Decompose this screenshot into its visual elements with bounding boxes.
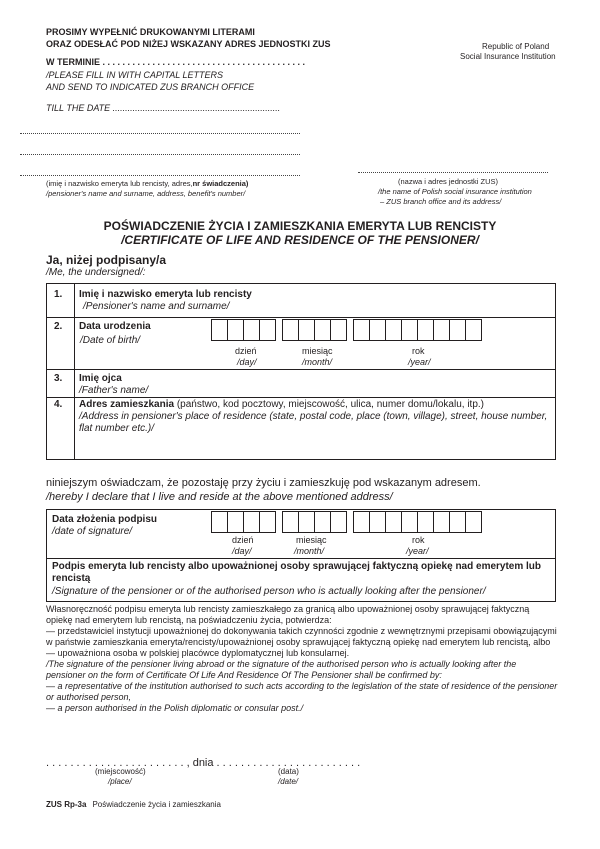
signature-date-label-pl: Data złożenia podpisu [52, 514, 158, 525]
signature-table-divider [46, 558, 556, 559]
note-en-1: /The signature of the pensioner living abroad or the signature of the authorised person who is actually looking after the pensioner on the form of Certificate Of Life And Residence Of The Pensioner shall be confirmed by: [46, 659, 517, 680]
birth-day-label-en: /day/ [237, 357, 257, 367]
zus-office-address-line[interactable] [358, 172, 548, 173]
row-4-label-pl-rest: (państwo, kod pocztowy, miejscowość, ulica, numer domu/lokalu, itp.) [174, 399, 485, 410]
place-date-line[interactable]: . . . . . . . . . . . . . . . . . . . . . . . , dnia . . . . . . . . . . . . . . . . . . . . . . . . [46, 757, 361, 769]
note-en-3: — a person authorised in the Polish diplomatic or consular post./ [46, 703, 304, 713]
signature-date-cells [211, 511, 481, 533]
birth-year-label-en: /year/ [408, 357, 431, 367]
sig-month-label-pl: miesiąc [296, 535, 327, 545]
table-row-divider-3 [46, 397, 556, 398]
sig-year-label-pl: rok [412, 535, 425, 545]
sig-year-cell-7[interactable] [449, 511, 466, 533]
form-code: ZUS Rp-3a [46, 800, 87, 809]
birth-year-cell-1[interactable] [353, 319, 370, 341]
pensioner-address-line-3[interactable] [20, 175, 300, 176]
birth-year-cell-6[interactable] [433, 319, 450, 341]
caption-pl-bold-part: nr świadczenia) [192, 179, 249, 188]
table-number-column-divider [74, 283, 75, 460]
birth-date-cells [211, 319, 481, 341]
birth-year-cell-8[interactable] [465, 319, 482, 341]
birth-month-cell-1[interactable] [282, 319, 299, 341]
instruction-line-1-pl: PROSIMY WYPEŁNIĆ DRUKOWANYMI LITERAMI [46, 27, 255, 37]
birth-month-label-pl: miesiąc [302, 346, 333, 356]
org-name-line-1: Republic of Poland [482, 42, 550, 51]
form-footer [46, 800, 221, 810]
sig-day-cell-4[interactable] [259, 511, 276, 533]
birth-month-cell-4[interactable] [330, 319, 347, 341]
form-title-en: /CERTIFICATE OF LIFE AND RESIDENCE OF THE PENSIONER/ [121, 233, 479, 247]
signature-date-label-en: /date of signature/ [52, 526, 133, 537]
note-en-2: — a representative of the institution authorised to such acts according to the legislation of the state of residence of the pensioner or authorised person, [46, 681, 558, 702]
note-pl-3: — upoważniona osoba w polskiej placówce dyplomatycznej lub konsularnej. [46, 648, 350, 658]
date-caption-pl: (data) [278, 767, 299, 776]
birth-year-cell-7[interactable] [449, 319, 466, 341]
birth-day-cell-2[interactable] [227, 319, 244, 341]
sig-month-label-en: /month/ [294, 546, 325, 556]
birth-month-cell-3[interactable] [314, 319, 331, 341]
org-name-line-2: Social Insurance Institution [460, 52, 556, 61]
sig-day-cell-2[interactable] [227, 511, 244, 533]
pensioner-address-line-1[interactable] [20, 133, 300, 134]
deadline-pl: W TERMINIE . . . . . . . . . . . . . . . . . . . . . . . . . . . . . . . . . . . . . . . . . [46, 57, 306, 67]
place-caption-pl: (miejscowość) [95, 767, 146, 776]
sig-year-cell-2[interactable] [369, 511, 386, 533]
row-3-label-en: /Father's name/ [79, 385, 149, 396]
sig-year-cell-4[interactable] [401, 511, 418, 533]
row-4-number: 4. [54, 399, 63, 410]
table-row-divider-1 [46, 317, 556, 318]
place-caption-en: /place/ [108, 777, 132, 786]
zus-office-caption-en-1: /the name of Polish social insurance institution [378, 187, 532, 196]
birth-year-cell-5[interactable] [417, 319, 434, 341]
pensioner-address-caption-pl [46, 179, 248, 188]
note-pl-1: Własnoręczność podpisu emeryta lub rencisty zamieszkałego za granicą albo upoważnionej osoby sprawującej faktyczną opiekę nad emerytem lub rencistą, na poświadczeniu życia, potwierdza: [46, 604, 530, 625]
row-4-label-en: /Address in pensioner's place of residence (state, postal code, place (town, village), street, house number, flat number etc.)/ [79, 411, 548, 434]
notes-block [46, 604, 558, 714]
row-4-label-pl-bold: Adres zamieszkania [79, 399, 175, 410]
instruction-line-1-en: /PLEASE FILL IN WITH CAPITAL LETTERS [46, 70, 224, 80]
sig-month-cell-1[interactable] [282, 511, 299, 533]
row-4-label-pl [79, 399, 484, 411]
sig-month-cell-3[interactable] [314, 511, 331, 533]
zus-office-caption-pl: (nazwa i adres jednostki ZUS) [398, 177, 499, 186]
birth-year-cell-3[interactable] [385, 319, 402, 341]
birth-month-label-en: /month/ [302, 357, 333, 367]
sig-day-cell-1[interactable] [211, 511, 228, 533]
instruction-line-2-en: AND SEND TO INDICATED ZUS BRANCH OFFICE [46, 82, 255, 92]
sig-year-cell-6[interactable] [433, 511, 450, 533]
row-1-label-pl: Imię i nazwisko emeryta lub rencisty [79, 289, 252, 300]
form-title-pl: POŚWIADCZENIE ŻYCIA I ZAMIESZKANIA EMERYTA LUB RENCISTY [103, 219, 497, 233]
sig-day-cell-3[interactable] [243, 511, 260, 533]
signature-label-pl: Podpis emeryta lub rencisty albo upoważnionej osoby sprawującej faktyczną opiekę nad emerytem lub rencistą [52, 561, 542, 584]
birth-year-cell-2[interactable] [369, 319, 386, 341]
declaration-pl: niniejszym oświadczam, że pozostaję przy życiu i zamieszkuję pod wskazanym adresem. [46, 477, 481, 489]
row-3-number: 3. [54, 373, 63, 384]
form-name: Poświadczenie życia i zamieszkania [92, 800, 221, 809]
birth-day-cell-1[interactable] [211, 319, 228, 341]
undersigned-pl: Ja, niżej podpisany/a [46, 253, 167, 267]
sig-year-cell-1[interactable] [353, 511, 370, 533]
table-row-divider-2 [46, 369, 556, 370]
row-1-label-en: /Pensioner's name and surname/ [83, 301, 230, 312]
sig-day-label-pl: dzień [232, 535, 254, 545]
birth-month-cell-2[interactable] [298, 319, 315, 341]
pensioner-address-line-2[interactable] [20, 154, 300, 155]
undersigned-en: /Me, the undersigned/: [46, 267, 146, 278]
birth-day-cell-3[interactable] [243, 319, 260, 341]
row-1-number: 1. [54, 289, 63, 300]
sig-year-cell-5[interactable] [417, 511, 434, 533]
till-date-en: TILL THE DATE ................................................................... [46, 103, 281, 113]
sig-year-cell-8[interactable] [465, 511, 482, 533]
instruction-line-2-pl: ORAZ ODESŁAĆ POD NIŻEJ WSKAZANY ADRES JEDNOSTKI ZUS [46, 39, 331, 49]
date-caption-en: /date/ [278, 777, 299, 786]
sig-year-label-en: /year/ [406, 546, 429, 556]
sig-month-cell-2[interactable] [298, 511, 315, 533]
row-2-label-pl: Data urodzenia [79, 321, 151, 332]
declaration-en: /hereby I declare that I live and reside at the above mentioned address/ [46, 491, 393, 503]
pensioner-address-caption-en: /pensioner's name and surname, address, benefit's number/ [46, 189, 246, 198]
birth-year-label-pl: rok [412, 346, 425, 356]
sig-month-cell-4[interactable] [330, 511, 347, 533]
birth-day-cell-4[interactable] [259, 319, 276, 341]
birth-day-label-pl: dzień [235, 346, 257, 356]
birth-year-cell-4[interactable] [401, 319, 418, 341]
zus-office-caption-en-2: – ZUS branch office and its address/ [380, 197, 502, 206]
sig-day-label-en: /day/ [232, 546, 252, 556]
row-2-label-en: /Date of birth/ [80, 335, 141, 346]
sig-year-cell-3[interactable] [385, 511, 402, 533]
note-pl-2: — przedstawiciel instytucji upoważnionej do dokonywania takich czynności zgodnie z wewnętrznymi przepisami obowiązującymi w państwie zamieszkania emeryta/rencisty/upoważnionej osoby sprawującej faktyczną opiekę nad emerytem lub rencistą, albo [46, 626, 557, 647]
row-2-number: 2. [54, 321, 63, 332]
caption-pl-part: (imię i nazwisko emeryta lub rencisty, adres, [46, 179, 193, 188]
row-3-label-pl: Imię ojca [79, 373, 122, 384]
signature-label-en: /Signature of the pensioner or of the authorised person who is actually looking after the pensioner/ [52, 586, 486, 597]
